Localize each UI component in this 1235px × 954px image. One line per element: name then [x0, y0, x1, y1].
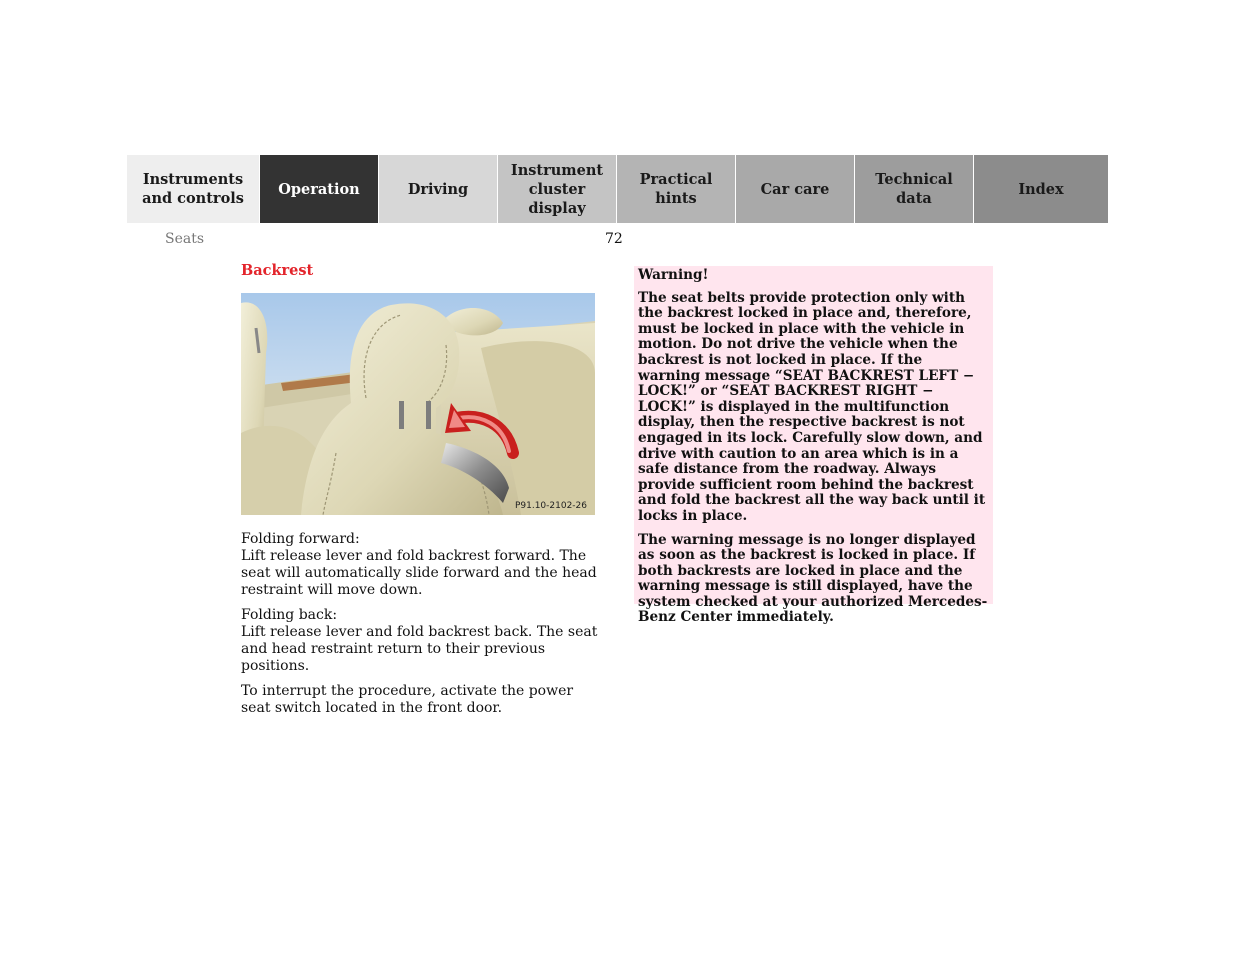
- backrest-illustration: [241, 293, 595, 515]
- seat-illustration-svg: [241, 293, 595, 515]
- tab-car-care[interactable]: Car care: [735, 155, 854, 223]
- interrupt-text: To interrupt the procedure, activate the power seat switch located in the front door.: [241, 683, 574, 716]
- tab-technical-data[interactable]: Technical data: [854, 155, 973, 223]
- chapter-tab-bar: [127, 155, 1108, 223]
- tab-index[interactable]: Index: [973, 155, 1108, 223]
- section-title: Seats: [165, 231, 205, 247]
- warning-title: Warning!: [638, 267, 709, 283]
- tab-operation[interactable]: Operation: [259, 155, 378, 223]
- tab-instruments-and-controls[interactable]: Instruments and controls: [127, 155, 259, 223]
- warning-paragraph-2: The warning message is no longer displayed as soon as the backrest is locked in place. If both backrests are locked in place and the warning message is still displayed, have the system checked at your authorized Mercedes-Benz Center immediately.: [638, 531, 988, 626]
- folding-back-paragraph: [241, 607, 599, 675]
- tab-instrument-cluster-display[interactable]: Instrument cluster display: [497, 155, 616, 223]
- backrest-heading: Backrest: [241, 262, 314, 279]
- tab-practical-hints[interactable]: Practical hints: [616, 155, 735, 223]
- tab-driving[interactable]: Driving: [378, 155, 497, 223]
- warning-paragraph-1: The seat belts provide protection only with the backrest locked in place and, therefore, must be locked in place with the vehicle in motion. Do not drive the vehicle when the backrest is not locked in place. If the warning message “SEAT BACKREST LEFT − LOCK!” or “SEAT BACKREST RIGHT − LOCK!” is displayed in the multifunction display, then the respective backrest is not engaged in its lock. Carefully slow down, and drive with caution to an area which is in a safe distance from the roadway. Always provide sufficient room behind the backrest and fold the backrest all the way back until it locks in place.: [638, 289, 986, 524]
- folding-forward-paragraph: [241, 531, 599, 599]
- folding-back-text: Lift release lever and fold backrest back. The seat and head restraint return to their previous positions.: [241, 624, 598, 674]
- page-number: 72: [605, 231, 623, 247]
- folding-forward-title: Folding forward:: [241, 531, 360, 547]
- folding-back-title: Folding back:: [241, 607, 338, 623]
- figure-code-label: P91.10-2102-26: [514, 501, 587, 511]
- folding-forward-text: Lift release lever and fold backrest forward. The seat will automatically slide forward and the head restraint will move down.: [241, 548, 597, 598]
- interrupt-paragraph: [241, 683, 599, 717]
- warning-box: [634, 266, 993, 626]
- instructions-text: [241, 531, 599, 725]
